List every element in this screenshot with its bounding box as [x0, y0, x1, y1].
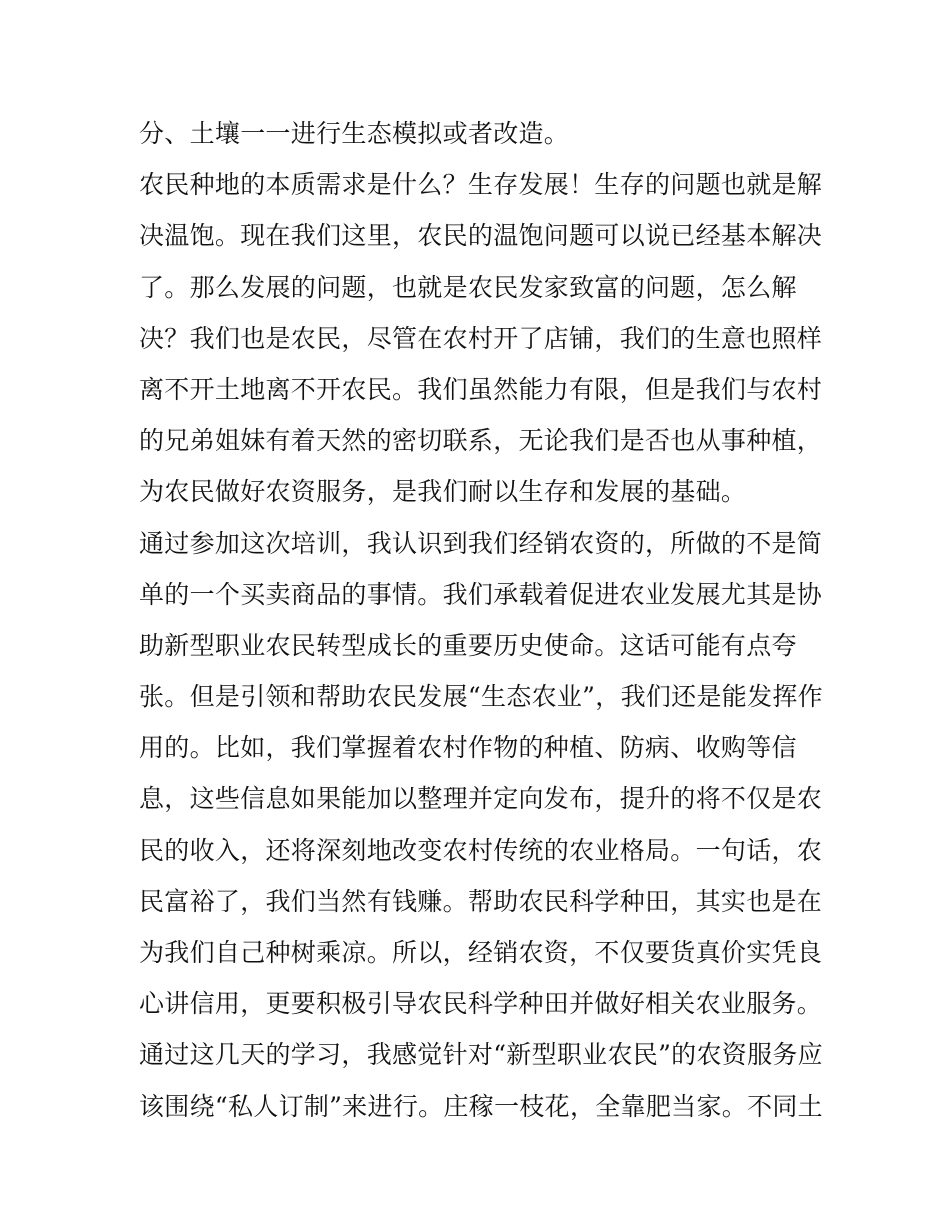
text-line: 离不开土地离不开农民。我们虽然能力有限，但是我们与农村 — [139, 374, 823, 404]
body-text — [139, 108, 823, 1132]
text-line: 农民种地的本质需求是什么？生存发展！生存的问题也就是解 — [139, 170, 823, 200]
text-line: 民富裕了，我们当然有钱赚。帮助农民科学种田，其实也是在 — [139, 886, 823, 916]
text-line: 分、土壤一一进行生态模拟或者改造。 — [139, 119, 570, 148]
text-line: 决？我们也是农民，尽管在农村开了店铺，我们的生意也照样 — [139, 323, 823, 353]
text-line: 了。那么发展的问题，也就是农民发家致富的问题，怎么解 — [139, 272, 797, 302]
text-line: 通过参加这次培训，我认识到我们经销农资的，所做的不是简 — [139, 528, 823, 558]
text-line: 为我们自己种树乘凉。所以，经销农资，不仅要货真价实凭良 — [139, 938, 823, 967]
text-line: 张。但是引领和帮助农民发展“生态农业”，我们还是能发挥作 — [139, 682, 823, 712]
text-line: 单的一个买卖商品的事情。我们承载着促进农业发展尤其是协 — [139, 579, 823, 609]
text-line: 心讲信用，更要积极引导农民科学种田并做好相关农业服务。 — [139, 989, 823, 1019]
text-line: 助新型职业农民转型成长的重要历史使命。这话可能有点夸 — [139, 630, 797, 660]
text-line: 息，这些信息如果能加以整理并定向发布，提升的将不仅是农 — [139, 784, 823, 814]
text-line: 的兄弟姐妹有着天然的密切联系，无论我们是否也从事种植， — [139, 426, 823, 456]
text-line: 决温饱。现在我们这里，农民的温饱问题可以说已经基本解决 — [139, 221, 823, 251]
text-line: 通过这几天的学习，我感觉针对“新型职业农民”的农资服务应 — [139, 1040, 823, 1070]
text-line: 用的。比如，我们掌握着农村作物的种植、防病、收购等信 — [139, 733, 797, 763]
text-line: 民的收入，还将深刻地改变农村传统的农业格局。一句话，农 — [139, 835, 823, 865]
text-line: 为农民做好农资服务，是我们耐以生存和发展的基础。 — [139, 477, 747, 507]
text-line: 该围绕“私人订制”来进行。庄稼一枝花，全靠肥当家。不同土 — [139, 1091, 823, 1121]
